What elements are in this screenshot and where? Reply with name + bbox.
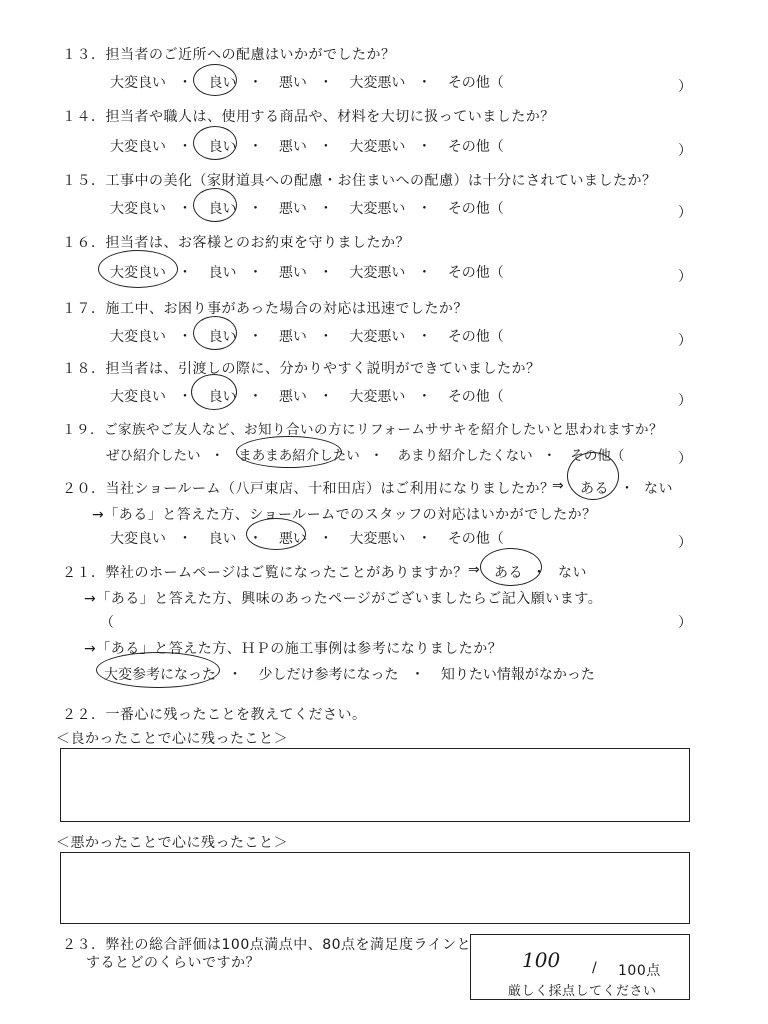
option-bad[interactable]: 悪い: [278, 329, 307, 345]
close-paren: ）: [678, 535, 692, 551]
option-very-good[interactable]: 大変良い: [110, 265, 166, 281]
sub-question-21b: →「ある」と答えた方、ＨＰの施工事例は参考になりましたか？: [84, 641, 503, 657]
option-good[interactable]: 良い: [208, 75, 237, 91]
question-15: １５．工事中の美化（家財道具への配慮・お住まいへの配慮）は十分にされていましたか？: [62, 173, 657, 189]
option-very-bad[interactable]: 大変悪い: [349, 389, 406, 405]
option-other[interactable]: その他（: [447, 329, 504, 345]
question-14: １４．担当者や職人は、使用する商品や、材料を大切に扱っていましたか？: [62, 109, 555, 125]
good-memory-textbox[interactable]: [60, 748, 690, 822]
question-23-line2: するとどのくらいですか？: [86, 955, 260, 971]
question-19: １９．ご家族やご友人など、お知り合いの方にリフォームササキを紹介したいと思われますか？: [62, 422, 664, 438]
open-paren: （: [100, 615, 114, 631]
score-max: 100点: [618, 963, 661, 979]
separator-dot: ・: [620, 481, 635, 497]
question-23-line1: ２３．弊社の総合評価は100点満点中、80点を満足度ラインと: [62, 937, 472, 953]
bad-memory-label: ＜悪かったことで心に残ったこと＞: [56, 835, 288, 851]
option-very-bad[interactable]: 大変悪い: [349, 531, 406, 547]
question-20: ２０．当社ショールーム（八戸東店、十和田店）はご利用になりましたか？: [62, 481, 555, 497]
bad-memory-textbox[interactable]: [60, 852, 690, 924]
option-good[interactable]: 良い: [208, 329, 237, 345]
option-very-good[interactable]: 大変良い: [110, 329, 166, 345]
separator-dot: ・: [532, 565, 547, 581]
option-very-helpful[interactable]: 大変参考になった: [104, 667, 216, 683]
close-paren: ）: [678, 393, 692, 409]
question-21: ２１．弊社のホームページはご覧になったことがありますか？: [62, 565, 468, 581]
options-17: 大変良い ・ 良い ・ 悪い ・ 大変悪い ・ その他（: [110, 326, 504, 346]
arrow-icon: ⇒: [468, 562, 481, 578]
option-very-good[interactable]: 大変良い: [110, 75, 166, 91]
answer-yes[interactable]: ある: [494, 565, 523, 581]
option-bad[interactable]: 悪い: [278, 201, 307, 217]
option-not-recommend[interactable]: あまり紹介したくない: [397, 448, 533, 464]
options-14: 大変良い ・ 良い ・ 悪い ・ 大変悪い ・ その他（: [110, 136, 504, 156]
close-paren: ）: [678, 143, 692, 159]
options-19: ぜひ紹介したい ・ まあまあ紹介したい ・ あまり紹介したくない ・ その他（: [106, 444, 624, 464]
options-15: 大変良い ・ 良い ・ 悪い ・ 大変悪い ・ その他（: [110, 198, 504, 218]
option-other[interactable]: その他（: [447, 265, 504, 281]
options-13: 大変良い ・ 良い ・ 悪い ・ 大変悪い ・ その他（: [110, 72, 504, 92]
option-definitely-recommend[interactable]: ぜひ紹介したい: [106, 448, 201, 464]
option-good[interactable]: 良い: [208, 139, 237, 155]
score-note: 厳しく採点してください: [508, 984, 657, 999]
question-22: ２２．一番心に残ったことを教えてください。: [62, 707, 367, 723]
handwritten-score[interactable]: 100: [522, 948, 561, 972]
close-paren: ）: [678, 269, 692, 285]
sub-question-20: →「ある」と答えた方、ショールームでのスタッフの対応はいかがでしたか？: [92, 507, 597, 523]
question-17: １７．施工中、お困り事があった場合の対応は迅速でしたか？: [62, 301, 468, 317]
option-very-bad[interactable]: 大変悪い: [349, 265, 406, 281]
option-bad[interactable]: 悪い: [278, 531, 307, 547]
close-paren: ）: [678, 205, 692, 221]
option-very-good[interactable]: 大変良い: [110, 531, 166, 547]
question-13: １３．担当者のご近所への配慮はいかがでしたか？: [62, 47, 396, 63]
question-18: １８．担当者は、引渡しの際に、分かりやすく説明ができていましたか？: [62, 361, 541, 377]
option-not-helpful[interactable]: 知りたい情報がなかった: [440, 667, 595, 683]
option-other[interactable]: その他（: [447, 531, 504, 547]
options-21: 大変参考になった ・ 少しだけ参考になった ・ 知りたい情報がなかった: [104, 664, 595, 684]
close-paren: ）: [678, 79, 692, 95]
option-bad[interactable]: 悪い: [278, 139, 307, 155]
answer-no[interactable]: ない: [644, 481, 673, 497]
answer-no[interactable]: ない: [558, 565, 587, 581]
option-other[interactable]: その他（: [447, 75, 504, 91]
option-good[interactable]: 良い: [208, 265, 237, 281]
options-20: 大変良い ・ 良い ・ 悪い ・ 大変悪い ・ その他（: [110, 528, 504, 548]
option-good[interactable]: 良い: [208, 531, 237, 547]
option-very-good[interactable]: 大変良い: [110, 139, 166, 155]
option-very-bad[interactable]: 大変悪い: [349, 139, 406, 155]
close-paren: ）: [678, 615, 692, 631]
option-very-bad[interactable]: 大変悪い: [349, 201, 406, 217]
close-paren: ）: [678, 333, 692, 349]
option-bad[interactable]: 悪い: [278, 389, 307, 405]
answer-yes[interactable]: ある: [580, 481, 609, 497]
question-16: １６．担当者は、お客様とのお約束を守りましたか？: [62, 235, 410, 251]
option-good[interactable]: 良い: [208, 201, 237, 217]
options-16: 大変良い ・ 良い ・ 悪い ・ 大変悪い ・ その他（: [110, 262, 504, 282]
option-slightly-helpful[interactable]: 少しだけ参考になった: [258, 667, 399, 683]
option-other[interactable]: その他（: [447, 201, 504, 217]
option-other[interactable]: その他（: [570, 448, 625, 464]
good-memory-label: ＜良かったことで心に残ったこと＞: [56, 731, 288, 747]
option-bad[interactable]: 悪い: [278, 75, 307, 91]
option-very-good[interactable]: 大変良い: [110, 389, 166, 405]
option-good[interactable]: 良い: [208, 389, 237, 405]
score-slash: /: [592, 960, 598, 976]
option-bad[interactable]: 悪い: [278, 265, 307, 281]
option-other[interactable]: その他（: [447, 139, 504, 155]
close-paren: ）: [678, 451, 692, 467]
option-other[interactable]: その他（: [447, 389, 504, 405]
option-very-bad[interactable]: 大変悪い: [349, 329, 406, 345]
option-very-good[interactable]: 大変良い: [110, 201, 166, 217]
options-18: 大変良い ・ 良い ・ 悪い ・ 大変悪い ・ その他（: [110, 386, 504, 406]
option-very-bad[interactable]: 大変悪い: [349, 75, 406, 91]
arrow-icon: ⇒: [552, 478, 565, 494]
option-somewhat-recommend[interactable]: まあまあ紹介したい: [238, 448, 360, 464]
sub-question-21a: →「ある」と答えた方、興味のあったページがございましたらご記入願います。: [84, 591, 603, 607]
